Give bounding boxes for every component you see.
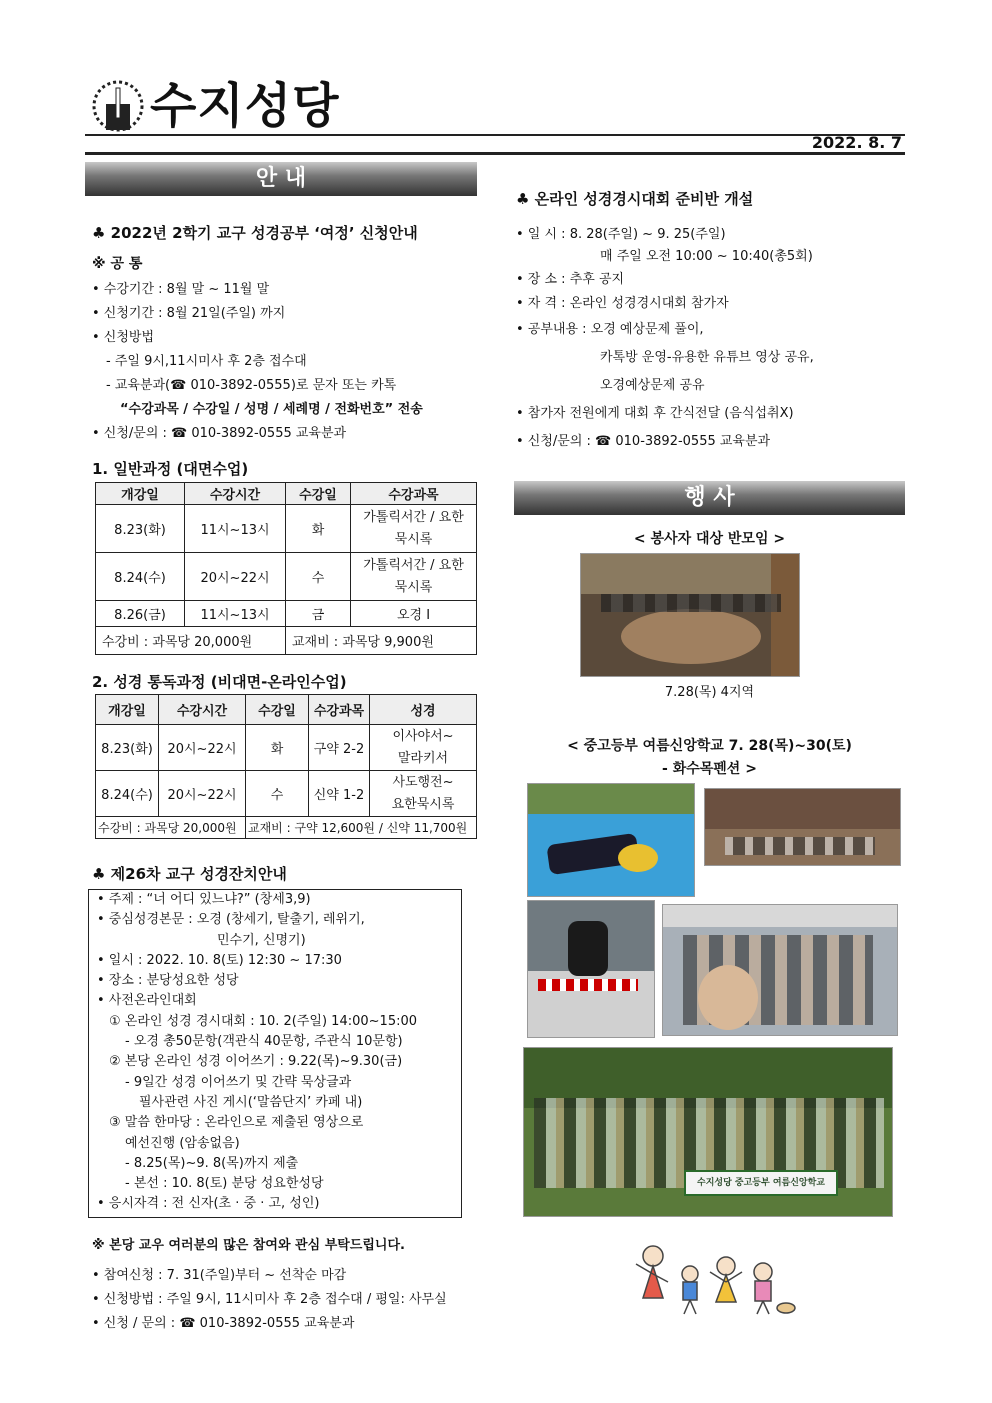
contest-line: 카톡방 운영-유용한 유튜브 영상 공유,: [600, 350, 814, 365]
table-cell: 8.23(화): [96, 505, 185, 553]
festival-line: • 중심성경본문 : 오경 (창세기, 탈출기, 레위기,: [97, 912, 365, 928]
table-header: 수강시간: [159, 695, 246, 725]
contest-line: • 장 소 : 추후 공지: [516, 272, 625, 287]
contest-line: • 참가자 전원에게 대회 후 간식전달 (음식섭취X): [516, 406, 794, 421]
apply-line: • 참여신청 : 7. 31(주일)부터 ~ 선착순 마감: [92, 1268, 347, 1283]
festival-line: • 사전온라인대회: [97, 993, 197, 1009]
study-line: - 주일 9시,11시미사 후 2층 접수대: [106, 354, 307, 369]
table-header: 수강과목: [309, 695, 370, 725]
contest-line: 오경예상문제 공유: [600, 378, 705, 393]
festival-line: - 본선 : 10. 8(토) 분당 성요한성당: [125, 1176, 324, 1192]
festival-line: ③ 말씀 한마당 : 온라인으로 제출된 영상으로: [109, 1115, 364, 1131]
festival-line: ① 온라인 성경 경시대회 : 10. 2(주일) 14:00~15:00: [109, 1013, 418, 1029]
table-cell: 수: [246, 771, 309, 817]
festival-line: • 일시 : 2022. 10. 8(토) 12:30 ~ 17:30: [97, 952, 342, 968]
indoor-activity-photo: [704, 788, 901, 866]
table-cell: 사도행전~ 요한묵시록: [370, 771, 477, 817]
table-cell: 수: [286, 553, 351, 601]
festival-line: • 주제 : “너 어디 있느냐?” (창세3,9): [97, 892, 311, 907]
camp-banner: 수지성당 중고등부 여름신앙학교: [684, 1170, 838, 1196]
table-header: 성경: [370, 695, 477, 725]
festival-apply: [92, 1264, 447, 1336]
table-row: [96, 771, 477, 817]
study-common-label: ※ 공 통: [92, 256, 143, 272]
table-cell: 8.24(수): [96, 771, 159, 817]
festival-line: - 8.25(목)~9. 8(목)까지 제출: [125, 1155, 299, 1171]
header-rule: [85, 134, 905, 155]
table-cell: 오경 Ⅰ: [351, 601, 477, 627]
festival-line: ② 본당 온라인 성경 이어쓰기 : 9.22(목)~9.30(금): [109, 1054, 403, 1070]
volunteer-caption: 7.28(목) 4지역: [664, 685, 755, 700]
textbook-fee: 교재비 : 구약 12,600원 / 신약 11,700원: [246, 817, 477, 839]
table-header: 수강일: [246, 695, 309, 725]
events-banner: 행 사: [514, 481, 905, 515]
tuition-fee: 수강비 : 과목당 20,000원: [96, 817, 246, 839]
table-header: 개강일: [96, 483, 185, 505]
contest-line: • 공부내용 : 오경 예상문제 풀이,: [516, 322, 704, 337]
notice-banner: 안 내: [85, 162, 477, 196]
festival-line: • 장소 : 분당성요한 성당: [97, 973, 239, 989]
apply-line: • 신청 / 문의 : ☎ 010-3892-0555 교육분과: [92, 1316, 355, 1331]
volunteer-meeting-photo: [580, 553, 800, 677]
table-cell: 금: [286, 601, 351, 627]
study-details: [92, 278, 423, 446]
camp-subtitle: - 화수목펜션 >: [662, 761, 757, 777]
cartoon-children-icon: [628, 1238, 798, 1318]
table-cell: 화: [286, 505, 351, 553]
table-cell: 11시~13시: [185, 505, 286, 553]
camp-title: < 중고등부 여름신앙학교 7. 28(목)~30(토): [567, 738, 852, 754]
apply-line: • 신청방법 : 주일 9시, 11시미사 후 2층 접수대 / 평일: 사무실: [92, 1292, 447, 1307]
group-photo: [523, 1047, 893, 1217]
table-cell: 가톨릭서간 / 요한묵시록: [351, 505, 477, 553]
game-photo: [527, 900, 655, 1038]
study-line: • 신청/문의 : ☎ 010-3892-0555 교육분과: [92, 426, 347, 441]
table-cell: 가톨릭서간 / 요한묵시록: [351, 553, 477, 601]
festival-line: • 응시자격 : 전 신자(초 · 중 · 고, 성인): [97, 1196, 320, 1212]
study-line: • 수강기간 : 8월 말 ~ 11월 말: [92, 282, 270, 297]
contest-line: 매 주일 오전 10:00 ~ 10:40(총5회): [600, 249, 813, 264]
table-cell: 8.24(수): [96, 553, 185, 601]
bus-photo: [662, 904, 898, 1036]
festival-line: 민수기, 신명기): [217, 932, 306, 948]
volunteer-title: < 봉사자 대상 반모임 >: [633, 531, 786, 547]
table-row: [96, 505, 477, 553]
table-row: [96, 627, 477, 655]
church-logo-icon: [90, 78, 146, 134]
study-title: ♣ 2022년 2학기 교구 성경공부 ‘여정’ 신청안내: [92, 224, 418, 242]
table1-title: 1. 일반과정 (대면수업): [92, 460, 249, 478]
pool-photo: [527, 783, 695, 897]
textbook-fee: 교재비 : 과목당 9,900원: [286, 627, 477, 655]
contest-line: • 신청/문의 : ☎ 010-3892-0555 교육분과: [516, 434, 771, 449]
festival-title: ♣ 제26차 교구 성경잔치안내: [92, 865, 287, 883]
general-course-table: [95, 482, 477, 655]
tuition-fee: 수강비 : 과목당 20,000원: [96, 627, 286, 655]
table-header: 수강일: [286, 483, 351, 505]
reading-course-table: [95, 694, 477, 839]
table-cell: 신약 1-2: [309, 771, 370, 817]
church-name: 수지성당: [150, 78, 340, 134]
table-row: [96, 725, 477, 771]
table-cell: 20시~22시: [159, 725, 246, 771]
contest-line: • 자 격 : 온라인 성경경시대회 참가자: [516, 296, 729, 311]
table-cell: 8.23(화): [96, 725, 159, 771]
festival-line: 필사관련 사진 게시(‘말씀단지’ 카페 내): [139, 1094, 363, 1110]
table-row: [96, 817, 477, 839]
table2-title: 2. 성경 통독과정 (비대면-온라인수업): [92, 673, 347, 691]
table-cell: 20시~22시: [185, 553, 286, 601]
study-line: - 교육분과(☎ 010-3892-0555)로 문자 또는 카톡: [106, 378, 397, 393]
table-cell: 20시~22시: [159, 771, 246, 817]
festival-box: [88, 889, 462, 1218]
table-cell: 화: [246, 725, 309, 771]
table-row: [96, 553, 477, 601]
festival-note: ※ 본당 교우 여러분의 많은 참여와 관심 부탁드립니다.: [92, 1238, 405, 1253]
contest-title: ♣ 온라인 성경경시대회 준비반 개설: [516, 190, 754, 208]
table-header: 수강시간: [185, 483, 286, 505]
contest-details: [516, 224, 814, 456]
study-line: “수강과목 / 수강일 / 성명 / 세례명 / 전화번호” 전송: [120, 402, 423, 417]
table-header: 수강과목: [351, 483, 477, 505]
bulletin-date: 2022. 8. 7: [811, 133, 902, 152]
table-cell: 이사야서~ 말라키서: [370, 725, 477, 771]
table-cell: 11시~13시: [185, 601, 286, 627]
study-line: • 신청방법: [92, 330, 155, 345]
table-row: [96, 601, 477, 627]
table-header: 개강일: [96, 695, 159, 725]
study-line: • 신청기간 : 8월 21일(주일) 까지: [92, 306, 286, 321]
festival-line: 예선진행 (암송없음): [125, 1135, 240, 1151]
table-cell: 8.26(금): [96, 601, 185, 627]
festival-line: - 오경 총50문항(객관식 40문항, 주관식 10문항): [125, 1034, 403, 1050]
contest-line: • 일 시 : 8. 28(주일) ~ 9. 25(주일): [516, 227, 726, 242]
festival-line: - 9일간 성경 이어쓰기 및 간략 묵상글과: [125, 1074, 352, 1090]
table-cell: 구약 2-2: [309, 725, 370, 771]
